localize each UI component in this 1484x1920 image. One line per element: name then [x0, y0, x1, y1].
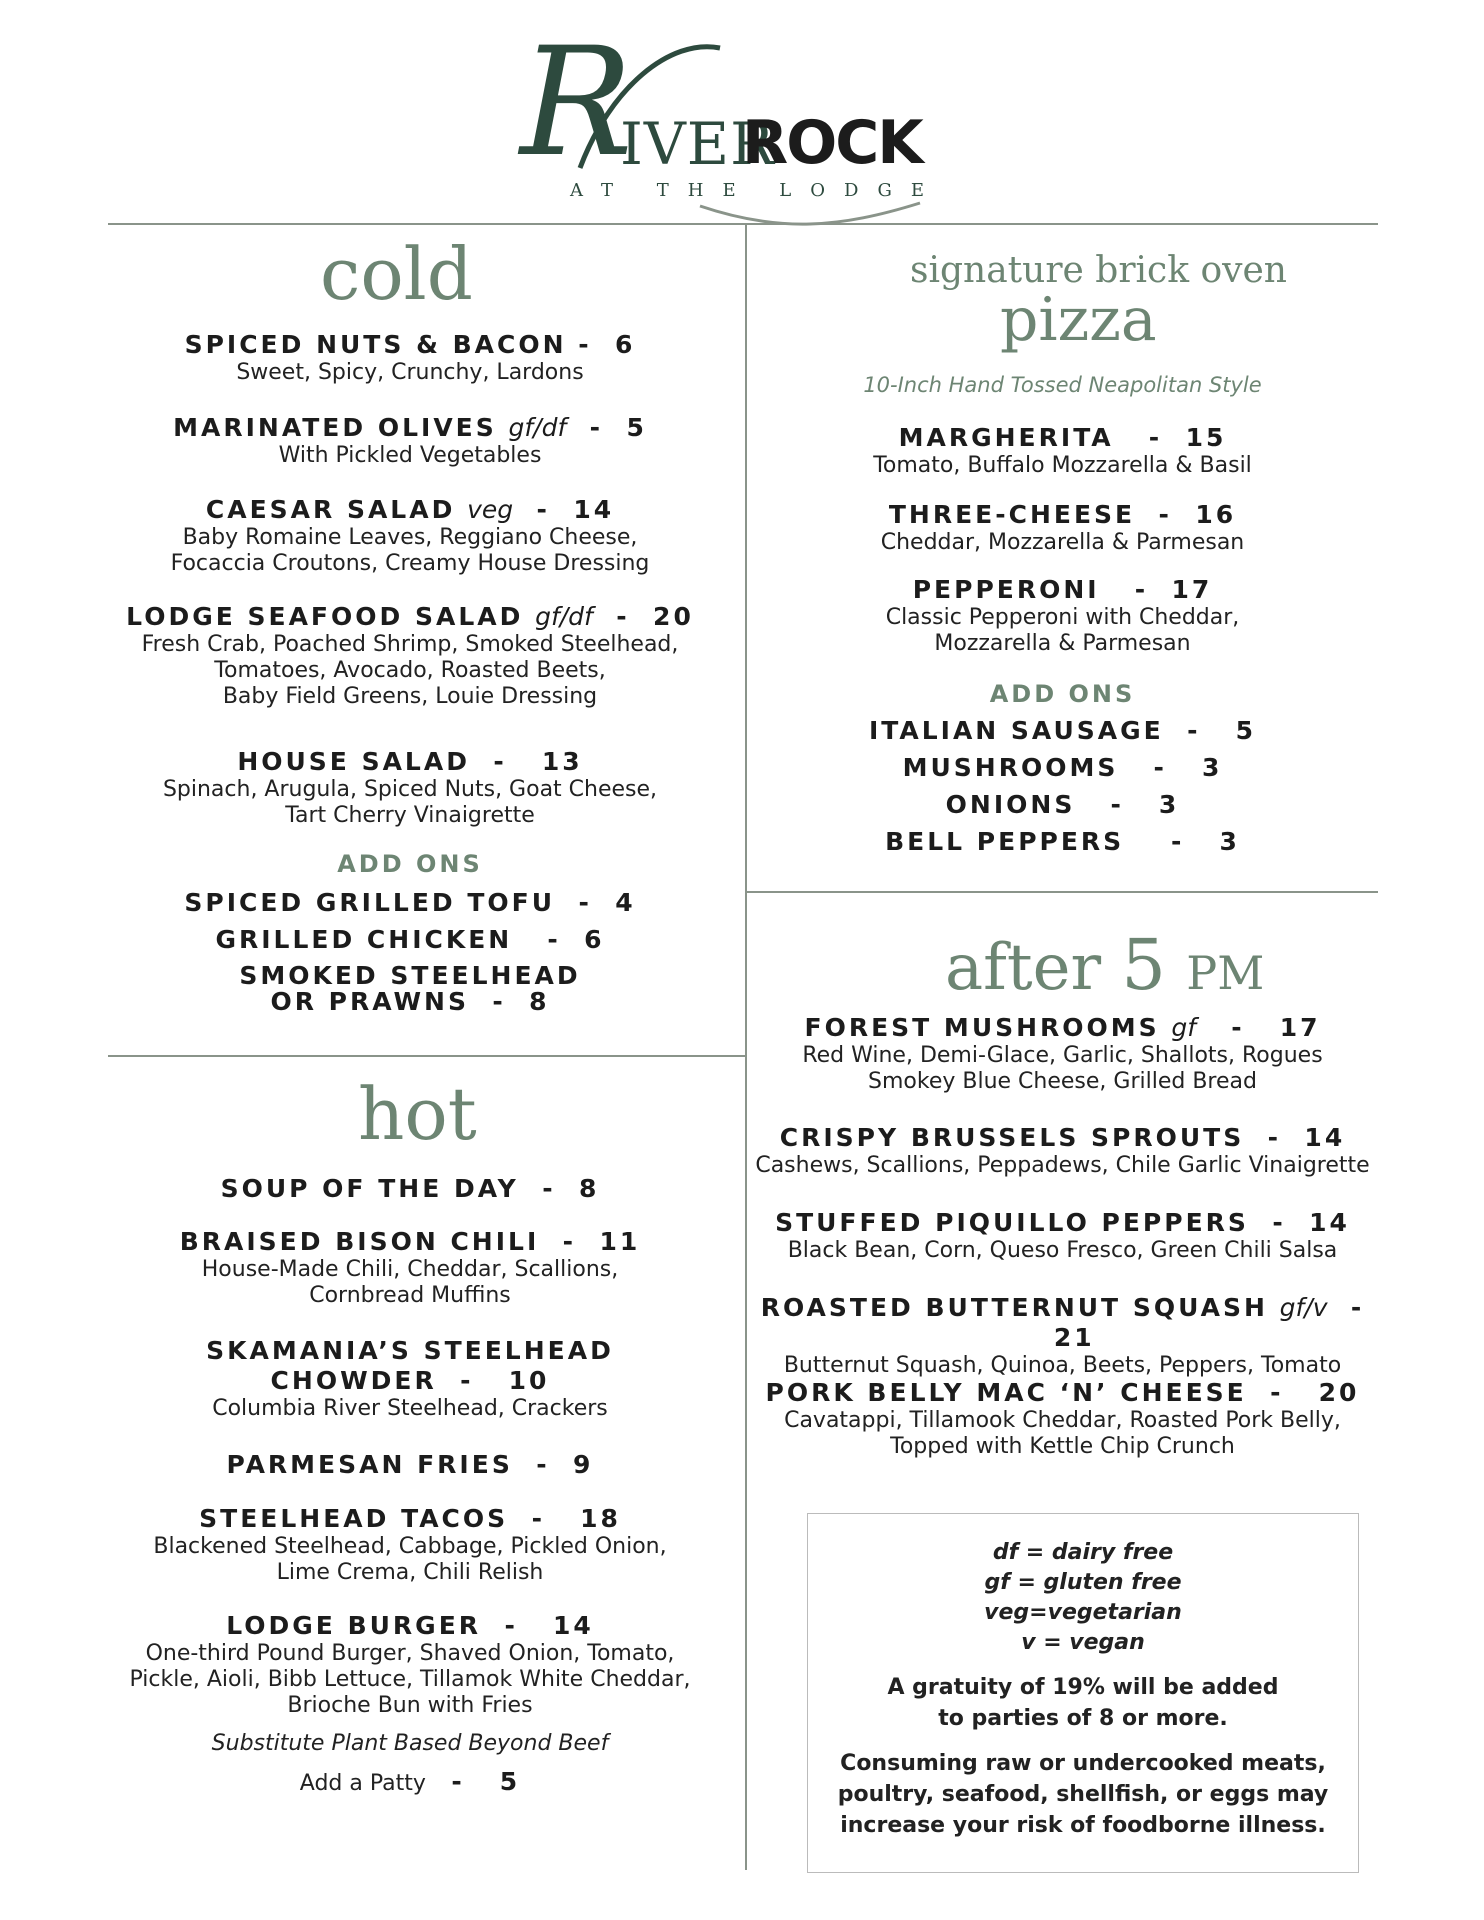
after5-title — [945, 924, 1265, 1006]
item-desc: Baby Romaine Leaves, Reggiano Cheese, — [182, 525, 638, 550]
item-name: SPICED NUTS & BACON — [184, 330, 567, 359]
item-price: 5 — [626, 413, 647, 442]
item-desc: House-Made Chili, Cheddar, Scallions, — [201, 1257, 619, 1282]
item-desc: Columbia River Steelhead, Crackers — [212, 1396, 608, 1421]
right-mid-divider — [747, 891, 1378, 893]
item-name: CRISPY BRUSSELS SPROUTS — [779, 1123, 1245, 1152]
pizza-style: 10-Inch Hand Tossed Neapolitan Style — [863, 373, 1262, 397]
item-desc: One-third Pound Burger, Shaved Onion, Tomato, — [145, 1641, 675, 1666]
menu-item: LODGE SEAFOOD SALAD gf/df - 20 Fresh Crab, Poached Shrimp, Smoked Steelhead, Tomatoes, Avocado, Roasted Beets, Baby Field Greens, Louie Dressing — [110, 602, 710, 710]
item-desc: Sweet, Spicy, Crunchy, Lardons — [236, 360, 584, 385]
menu-item: STEELHEAD TACOS - 18 Blackened Steelhead, Cabbage, Pickled Onion, Lime Crema, Chili Relish — [110, 1504, 710, 1586]
item-desc: Focaccia Croutons, Creamy House Dressing — [170, 551, 650, 576]
item-tag: gf — [1171, 1013, 1197, 1042]
gratuity-note — [808, 1672, 1358, 1734]
addon-line: OR PRAWNS - 8 — [270, 987, 550, 1016]
menu-item: SPICED NUTS & BACON - 6 Sweet, Spicy, Crunchy, Lardons — [110, 330, 710, 386]
item-desc: Cornbread Muffins — [309, 1283, 511, 1308]
item-desc: Brioche Bun with Fries — [287, 1693, 533, 1718]
pizza-title: pizza — [1000, 285, 1157, 355]
logo-rock: ROCK — [742, 108, 922, 178]
menu-item: THREE-CHEESE - 16 Cheddar, Mozzarella & Parmesan — [747, 500, 1378, 556]
item-desc: Fresh Crab, Poached Shrimp, Smoked Steelhead, — [141, 632, 679, 657]
item-name: MARGHERITA — [898, 423, 1114, 452]
top-divider — [108, 223, 1378, 225]
item-name: STUFFED PIQUILLO PEPPERS — [775, 1208, 1249, 1237]
item-desc: Cavatappi, Tillamook Cheddar, Roasted Pork Belly, — [784, 1408, 1341, 1433]
item-desc: Smokey Blue Cheese, Grilled Bread — [868, 1069, 1257, 1094]
hot-title: hot — [358, 1072, 477, 1156]
addon-item: GRILLED CHICKEN - 6 — [215, 925, 605, 954]
item-tag: gf/df — [535, 602, 593, 631]
item-name: BRAISED BISON CHILI — [179, 1227, 540, 1256]
item-price: 14 — [573, 495, 615, 524]
gratuity-line: to parties of 8 or more. — [938, 1706, 1228, 1731]
item-name: MARINATED OLIVES — [173, 413, 497, 442]
item-price: 20 — [653, 602, 694, 631]
item-desc: Cashews, Scallions, Peppadews, Chile Garlic Vinaigrette — [755, 1153, 1370, 1178]
addon-item: SPICED GRILLED TOFU - 4 — [184, 888, 636, 917]
item-price: 18 — [580, 1504, 621, 1533]
item-tag: gf/v — [1279, 1293, 1328, 1322]
addon-item: ITALIAN SAUSAGE - 5 — [868, 716, 1257, 745]
item-price: 15 — [1185, 423, 1227, 452]
warning-line: increase your risk of foodborne illness. — [840, 1813, 1326, 1838]
item-name: FOREST MUSHROOMS — [804, 1013, 1160, 1042]
menu-item: CRISPY BRUSSELS SPROUTS - 14 Cashews, Scallions, Peppadews, Chile Garlic Vinaigrette — [747, 1123, 1378, 1179]
addon-item: BELL PEPPERS - 3 — [885, 827, 1240, 856]
item-name: LODGE SEAFOOD SALAD — [126, 602, 524, 631]
after5-pm: PM — [1186, 946, 1265, 1000]
menu-item: STUFFED PIQUILLO PEPPERS - 14 Black Bean, Corn, Queso Fresco, Green Chili Salsa — [747, 1208, 1378, 1264]
item-name: CHOWDER — [270, 1366, 437, 1395]
item-price: 14 — [1304, 1123, 1346, 1152]
item-price: 13 — [541, 747, 583, 776]
food-safety-warning — [808, 1748, 1358, 1841]
item-name: PEPPERONI — [912, 575, 1100, 604]
item-name: CAESAR SALAD — [205, 495, 456, 524]
item-desc: Red Wine, Demi-Glace, Garlic, Shallots, Rogues — [802, 1043, 1323, 1068]
gratuity-line: A gratuity of 19% will be added — [887, 1675, 1279, 1700]
item-desc: Cheddar, Mozzarella & Parmesan — [880, 530, 1245, 555]
item-name: SOUP OF THE DAY — [220, 1174, 519, 1203]
item-desc: Spinach, Arugula, Spiced Nuts, Goat Cheese, — [162, 777, 658, 802]
item-price: 14 — [552, 1611, 594, 1640]
item-name: PORK BELLY MAC ‘N’ CHEESE — [765, 1378, 1247, 1407]
item-name: SKAMANIA’S STEELHEAD — [206, 1336, 614, 1365]
add-patty-price: - 5 — [451, 1767, 521, 1796]
item-price: 21 — [1053, 1323, 1095, 1352]
menu-item: CAESAR SALAD veg - 14 Baby Romaine Leaves, Reggiano Cheese, Focaccia Croutons, Creamy House Dressing — [110, 495, 710, 577]
cold-title: cold — [320, 232, 473, 316]
add-patty-label: Add a Patty — [299, 1771, 426, 1796]
item-price: 14 — [1309, 1208, 1350, 1237]
left-mid-divider — [108, 1055, 745, 1057]
item-price: 17 — [1171, 575, 1213, 604]
item-desc: Blackened Steelhead, Cabbage, Pickled Onion, — [153, 1534, 667, 1559]
menu-item: SOUP OF THE DAY - 8 — [220, 1174, 600, 1203]
menu-item: ROASTED BUTTERNUT SQUASH gf/v - 21 Butternut Squash, Quinoa, Beets, Peppers, Tomato — [747, 1293, 1378, 1379]
item-name: HOUSE SALAD — [237, 747, 470, 776]
warning-line: Consuming raw or undercooked meats, — [840, 1751, 1326, 1776]
item-name: PARMESAN FRIES — [226, 1450, 513, 1479]
diet-key: veg=vegetarian — [984, 1600, 1182, 1625]
menu-item: MARGHERITA - 15 Tomato, Buffalo Mozzarella & Basil — [747, 423, 1378, 479]
item-price: 10 — [508, 1366, 550, 1395]
item-price: 11 — [599, 1227, 641, 1256]
diet-key: v = vegan — [1021, 1630, 1145, 1655]
menu-item: HOUSE SALAD - 13 Spinach, Arugula, Spiced Nuts, Goat Cheese, Tart Cherry Vinaigrette — [110, 747, 710, 829]
addon-item — [110, 963, 710, 1015]
substitute-note: Substitute Plant Based Beyond Beef — [211, 1731, 609, 1756]
cold-addons-label: ADD ONS — [337, 850, 483, 878]
menu-item: PARMESAN FRIES - 9 — [226, 1450, 594, 1479]
diet-key-list — [808, 1538, 1358, 1658]
logo-initial: R — [520, 16, 633, 190]
pizza-kicker: signature brick oven — [910, 250, 1287, 291]
diet-key: gf = gluten free — [984, 1570, 1182, 1595]
item-desc: With Pickled Vegetables — [278, 443, 542, 468]
item-desc: Classic Pepperoni with Cheddar, — [885, 605, 1240, 630]
item-desc: Baby Field Greens, Louie Dressing — [222, 684, 598, 709]
after5-number: 5 — [1121, 924, 1166, 1006]
item-price: 6 — [615, 330, 636, 359]
item-desc: Tart Cherry Vinaigrette — [285, 803, 535, 828]
item-price: 20 — [1318, 1378, 1360, 1407]
menu-item: MARINATED OLIVES gf/df - 5 With Pickled Vegetables — [110, 413, 710, 469]
item-name: ROASTED BUTTERNUT SQUASH — [760, 1293, 1268, 1322]
logo-iver: IVER — [620, 110, 775, 178]
item-desc: Tomato, Buffalo Mozzarella & Basil — [873, 453, 1252, 478]
item-price: 9 — [573, 1450, 594, 1479]
item-name: THREE-CHEESE — [888, 500, 1136, 529]
diet-key: df = dairy free — [992, 1540, 1174, 1565]
item-price: 16 — [1195, 500, 1237, 529]
after5-word: after — [945, 931, 1102, 1005]
item-price: 17 — [1279, 1013, 1321, 1042]
legend-box — [807, 1513, 1359, 1873]
pizza-addons-label: ADD ONS — [989, 680, 1136, 708]
item-desc: Black Bean, Corn, Queso Fresco, Green Chili Salsa — [787, 1238, 1338, 1263]
addon-item: MUSHROOMS - 3 — [902, 753, 1223, 782]
add-patty — [110, 1767, 710, 1797]
menu-item: SKAMANIA’S STEELHEAD CHOWDER - 10 Columbia River Steelhead, Crackers — [110, 1336, 710, 1422]
item-desc: Pickle, Aioli, Bibb Lettuce, Tillamok White Cheddar, — [129, 1667, 691, 1692]
item-name: STEELHEAD TACOS — [199, 1504, 509, 1533]
addon-line: SMOKED STEELHEAD — [239, 961, 581, 990]
menu-item: PORK BELLY MAC ‘N’ CHEESE - 20 Cavatappi, Tillamook Cheddar, Roasted Pork Belly, Topped with Kettle Chip Crunch — [747, 1378, 1378, 1460]
item-desc: Butternut Squash, Quinoa, Beets, Peppers, Tomato — [783, 1353, 1342, 1378]
menu-item: FOREST MUSHROOMS gf - 17 Red Wine, Demi-Glace, Garlic, Shallots, Rogues Smokey Blue Cheese, Grilled Bread — [747, 1013, 1378, 1095]
menu-item: LODGE BURGER - 14 One-third Pound Burger, Shaved Onion, Tomato, Pickle, Aioli, Bibb Lettuce, Tillamok White Cheddar, Brioche Bun with Fries — [110, 1611, 710, 1719]
warning-line: poultry, seafood, shellfish, or eggs may — [837, 1782, 1329, 1807]
item-desc: Topped with Kettle Chip Crunch — [890, 1434, 1235, 1459]
menu-item: PEPPERONI - 17 Classic Pepperoni with Cheddar, Mozzarella & Parmesan — [747, 575, 1378, 657]
addon-item: ONIONS - 3 — [945, 790, 1180, 819]
item-name: LODGE BURGER — [226, 1611, 482, 1640]
item-tag: gf/df — [508, 413, 567, 442]
item-desc: Lime Crema, Chili Relish — [276, 1560, 544, 1585]
restaurant-logo — [520, 16, 943, 218]
item-desc: Mozzarella & Parmesan — [934, 631, 1191, 656]
item-desc: Tomatoes, Avocado, Roasted Beets, — [214, 658, 606, 683]
menu-item: BRAISED BISON CHILI - 11 House-Made Chili, Cheddar, Scallions, Cornbread Muffins — [110, 1227, 710, 1309]
item-tag: veg — [467, 495, 514, 524]
logo-subtitle: AT THE LODGE — [570, 180, 943, 201]
item-price: 8 — [578, 1174, 600, 1203]
